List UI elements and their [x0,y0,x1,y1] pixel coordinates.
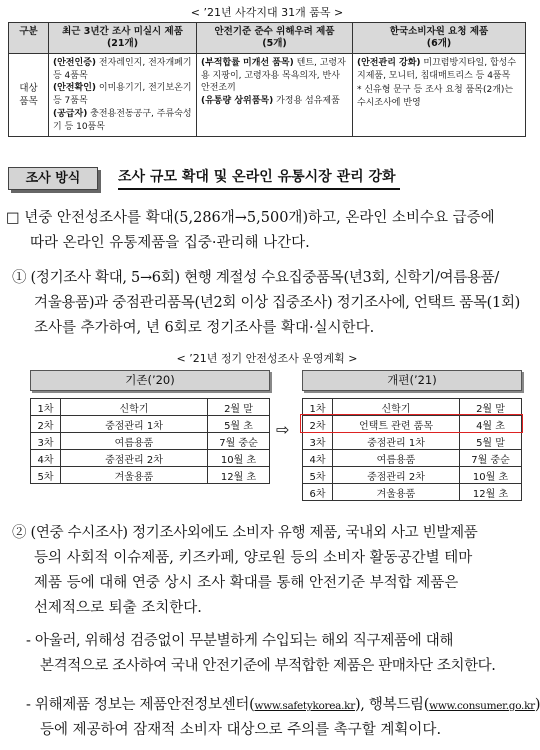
date-cell: 5월 말 [460,433,522,450]
p5-text-b: ), 행복드림( [354,697,430,713]
paragraph-1-line-2: 따라 온라인 유통제품을 집중·관리해 나간다. [30,235,310,251]
round-cell: 1차 [303,399,333,416]
item-cell: 언택트 관련 품목 [333,416,460,433]
paragraph-4-line-1: - 아울러, 위해성 검증없이 무분별하게 수입되는 해외 직구제품에 대해 [26,633,454,649]
cell-text: 충전용전동공구, 주류숙성기 등 10품목 [53,108,192,132]
arrow-right-icon: ⇨ [276,420,290,439]
plan-after-title: 개편(’21) [302,370,522,391]
item-cell: 신학기 [61,399,208,416]
cell-text: 미끄럼방지타일, 합성수지제품, 모니터, 침대매트리스 등 4품목 [357,57,517,81]
date-cell: 10월 초 [208,450,270,467]
date-cell: 12월 초 [460,484,522,501]
cell-bold: (공급자) [53,108,88,119]
round-cell: 2차 [31,416,61,433]
p5-text-a: - 위해제품 정보는 제품안전정보센터( [26,697,255,713]
round-cell: 5차 [303,467,333,484]
cell-uninspected [49,53,197,137]
cell-text: 전자레인지, 전자개폐기 등 4품목 [53,57,192,81]
plan-row [31,416,270,433]
header-uninspected: 최근 3년간 조사 미실시 제품 (21개) [49,23,197,54]
item-cell: 겨울용품 [61,467,208,484]
round-cell: 5차 [31,467,61,484]
cell-risk [197,53,353,137]
consumer-link[interactable]: www.consumer.go.kr [429,700,535,712]
cell-text: 이미용기기, 전기보온기 등 7품목 [53,83,192,107]
paragraph-2-line-3: 조사를 추가하여, 년 6회로 정기조사를 확대·실시한다. [34,320,375,336]
cell-bold: (유통량 상위품목) [201,96,274,107]
section-title: 조사 규모 확대 및 온라인 유통시장 관리 강화 [118,167,400,190]
round-cell: 2차 [303,416,333,433]
paragraph-2-line-1: ① (정기조사 확대, 5→6회) 현행 계절성 수요집중품목(년3회, 신학기/여름용품/ [12,270,499,286]
round-cell: 4차 [303,450,333,467]
plan-row [303,416,522,433]
cell-bold: (안전관리 강화) [357,57,421,68]
p5-text-c: ) [534,697,540,713]
paragraph-3-line-2: 등의 사회적 이슈제품, 키즈카페, 양로원 등의 소비자 활동공간별 테마 [34,550,473,566]
header-category: 구분 [9,23,49,54]
item-cell: 중점관리 1차 [61,416,208,433]
item-cell: 여름용품 [333,450,460,467]
header-kca-request: 한국소비자원 요청 제품 (6개) [353,23,526,54]
item-cell: 중점관리 2차 [333,467,460,484]
top-table-caption: < ’21년 사각지대 31개 품목 > [190,6,344,19]
plan-row [303,467,522,484]
plan-row [303,450,522,467]
section-label: 조사 방식 [8,167,98,190]
cell-text: 가정용 섬유제품 [273,96,340,107]
cell-kca-request [353,53,526,137]
date-cell: 4월 초 [460,416,522,433]
paragraph-3-line-3: 제품 등에 대해 연중 상시 조사 확대를 통해 안전기준 부적합 제품은 [34,575,459,591]
paragraph-5-line-2: 등에 제공하여 잠재적 소비자 대상으로 주의를 촉구할 계획이다. [40,722,442,738]
cell-note: * 신유형 문구 등 조사 요청 품목(2개)는 수시조사에 반영 [357,85,514,109]
round-cell: 6차 [303,484,333,501]
paragraph-4-line-2: 본격적으로 조사하여 국내 안전기준에 부적합한 제품은 판매차단 조치한다. [40,658,496,674]
plan-caption: < ’21년 정기 안전성조사 운영계획 > [176,352,358,365]
item-cell: 중점관리 1차 [333,433,460,450]
date-cell: 12월 초 [208,467,270,484]
date-cell: 7월 중순 [208,433,270,450]
round-cell: 4차 [31,450,61,467]
date-cell: 2월 말 [208,399,270,416]
paragraph-1-line-1: □ 년중 안전성조사를 확대(5,286개→5,500개)하고, 온라인 소비수요 급증에 [6,210,495,226]
plan-after-table [302,398,522,501]
row-label-target: 대상 품목 [9,53,49,137]
cell-bold: (안전확인) [53,83,97,94]
cell-bold: (부적합률 미개선 품목) [201,57,294,68]
plan-row [31,467,270,484]
round-cell: 1차 [31,399,61,416]
plan-before-table [30,398,270,484]
blind-spot-items-table [8,22,526,137]
safetykorea-link[interactable]: www.safetykorea.kr [254,700,355,712]
paragraph-3-line-1: ② (연중 수시조사) 정기조사외에도 소비자 유행 제품, 국내외 사고 빈발제품 [12,525,478,541]
plan-row [31,433,270,450]
header-risk: 안전기준 준수 위해우려 제품 (5개) [197,23,353,54]
paragraph-2-line-2: 겨울용품)과 중점관리품목(년2회 이상 집중조사) 정기조사에, 언택트 품목(1회) [34,295,521,311]
cell-bold: (안전인증) [53,57,97,68]
plan-row [31,450,270,467]
plan-row [31,399,270,416]
plan-row [303,399,522,416]
date-cell: 2월 말 [460,399,522,416]
round-cell: 3차 [31,433,61,450]
plan-before-title: 기존(’20) [30,370,270,391]
date-cell: 7월 중순 [460,450,522,467]
item-cell: 중점관리 2차 [61,450,208,467]
item-cell: 여름용품 [61,433,208,450]
plan-row [303,433,522,450]
item-cell: 신학기 [333,399,460,416]
plan-row [303,484,522,501]
date-cell: 5월 초 [208,416,270,433]
paragraph-3-line-4: 선제적으로 퇴출 조치한다. [34,600,202,616]
item-cell: 겨울용품 [333,484,460,501]
cell-text: 텐트, 고령자용 지팡이, 고령자용 목욕의자, 반사안전조끼 [201,57,346,94]
date-cell: 10월 초 [460,467,522,484]
round-cell: 3차 [303,433,333,450]
paragraph-5-line-1 [26,692,540,719]
